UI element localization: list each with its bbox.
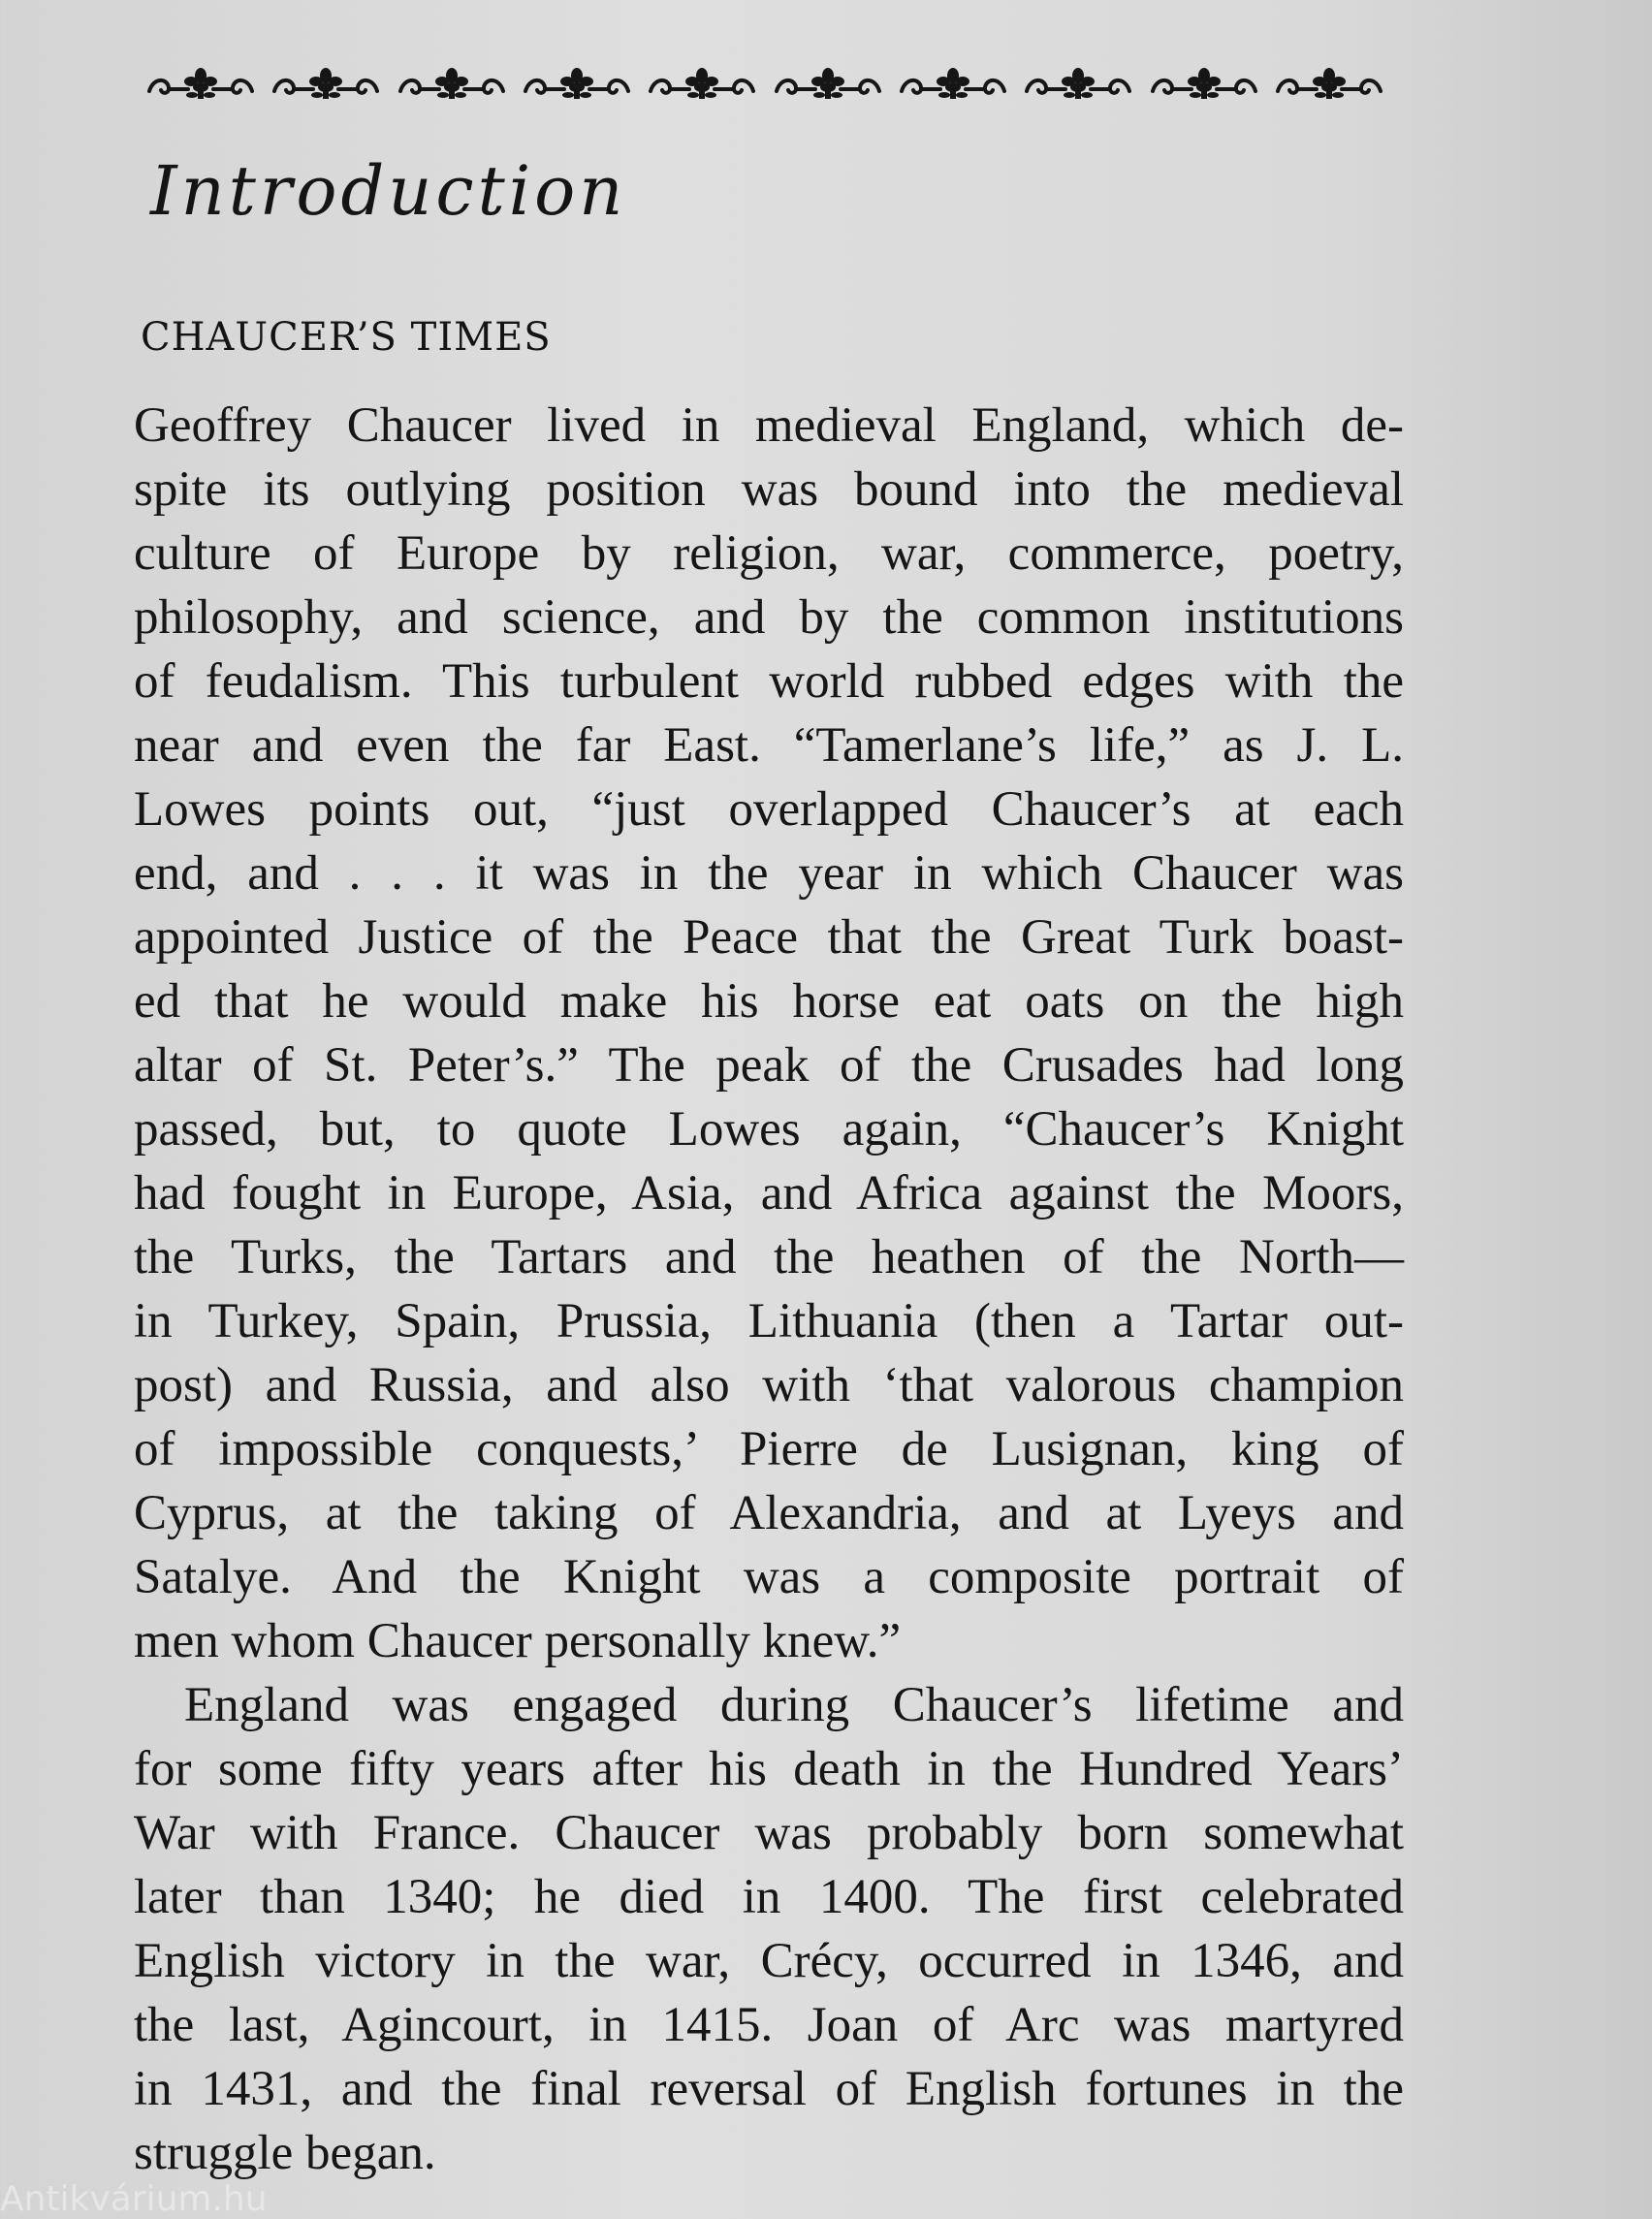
text-line: Satalye. And the Knight was a composite portrait of (134, 1550, 1404, 1604)
body-text (134, 394, 1404, 2185)
text-line: the Turks, the Tartars and the heathen of the North— (134, 1230, 1404, 1284)
text-line: altar of St. Peter’s.” The peak of the Crusades had long (134, 1038, 1404, 1093)
scroll-ornament-icon (896, 64, 1010, 103)
text-line: War with France. Chaucer was probably born somewhat (134, 1806, 1404, 1860)
text-line: Lowes points out, “just overlapped Chaucer’s at each (134, 782, 1404, 837)
paragraph (134, 1673, 1404, 2185)
text-line: philosophy, and science, and by the common institutions (134, 590, 1404, 645)
scroll-ornament-icon (269, 64, 383, 103)
text-line: end, and . . . it was in the year in which Chaucer was (134, 846, 1404, 901)
text-line: in Turkey, Spain, Prussia, Lithuania (then a Tartar out- (134, 1294, 1404, 1348)
text-line: England was engaged during Chaucer’s lifetime and (184, 1678, 1404, 1732)
scroll-ornament-icon (1272, 64, 1386, 103)
text-line: English victory in the war, Crécy, occurred in 1346, and (134, 1934, 1404, 1988)
text-line: passed, but, to quote Lowes again, “Chaucer’s Knight (134, 1102, 1404, 1157)
text-line: appointed Justice of the Peace that the Great Turk boast- (134, 910, 1404, 965)
text-line: Geoffrey Chaucer lived in medieval England, which de- (134, 398, 1404, 453)
text-line: post) and Russia, and also with ‘that valorous champion (134, 1358, 1404, 1412)
section-heading: CHAUCER’S TIMES (141, 315, 552, 360)
text-line: near and even the far East. “Tamerlane’s life,” as J. L. (134, 718, 1404, 773)
decorative-border (143, 58, 1386, 109)
text-line: men whom Chaucer personally knew.” (134, 1614, 902, 1668)
scroll-ornament-icon (143, 64, 258, 103)
text-line: of impossible conquests,’ Pierre de Lusignan, king of (134, 1422, 1404, 1476)
page-title: Introduction (150, 151, 627, 231)
text-line: struggle began. (134, 2126, 436, 2180)
scroll-ornament-icon (520, 64, 634, 103)
scroll-ornament-icon (395, 64, 509, 103)
text-line: culture of Europe by religion, war, commerce, poetry, (134, 526, 1404, 581)
text-line: had fought in Europe, Asia, and Africa against the Moors, (134, 1166, 1404, 1220)
paragraph (134, 394, 1404, 1673)
scroll-ornament-icon (1021, 64, 1135, 103)
text-line: later than 1340; he died in 1400. The first celebrated (134, 1870, 1404, 1924)
text-line: ed that he would make his horse eat oats on the high (134, 974, 1404, 1029)
text-line: in 1431, and the final reversal of English fortunes in the (134, 2062, 1404, 2116)
scroll-ornament-icon (771, 64, 885, 103)
scroll-ornament-icon (645, 64, 759, 103)
text-line: Cyprus, at the taking of Alexandria, and at Lyeys and (134, 1486, 1404, 1540)
scroll-ornament-icon (1147, 64, 1261, 103)
text-line: for some fifty years after his death in the Hundred Years’ (134, 1742, 1404, 1796)
watermark: Antikvárium.hu (0, 2179, 268, 2219)
text-line: the last, Agincourt, in 1415. Joan of Arc was martyred (134, 1998, 1404, 2052)
text-line: spite its outlying position was bound into the medieval (134, 462, 1404, 517)
text-line: of feudalism. This turbulent world rubbed edges with the (134, 654, 1404, 709)
